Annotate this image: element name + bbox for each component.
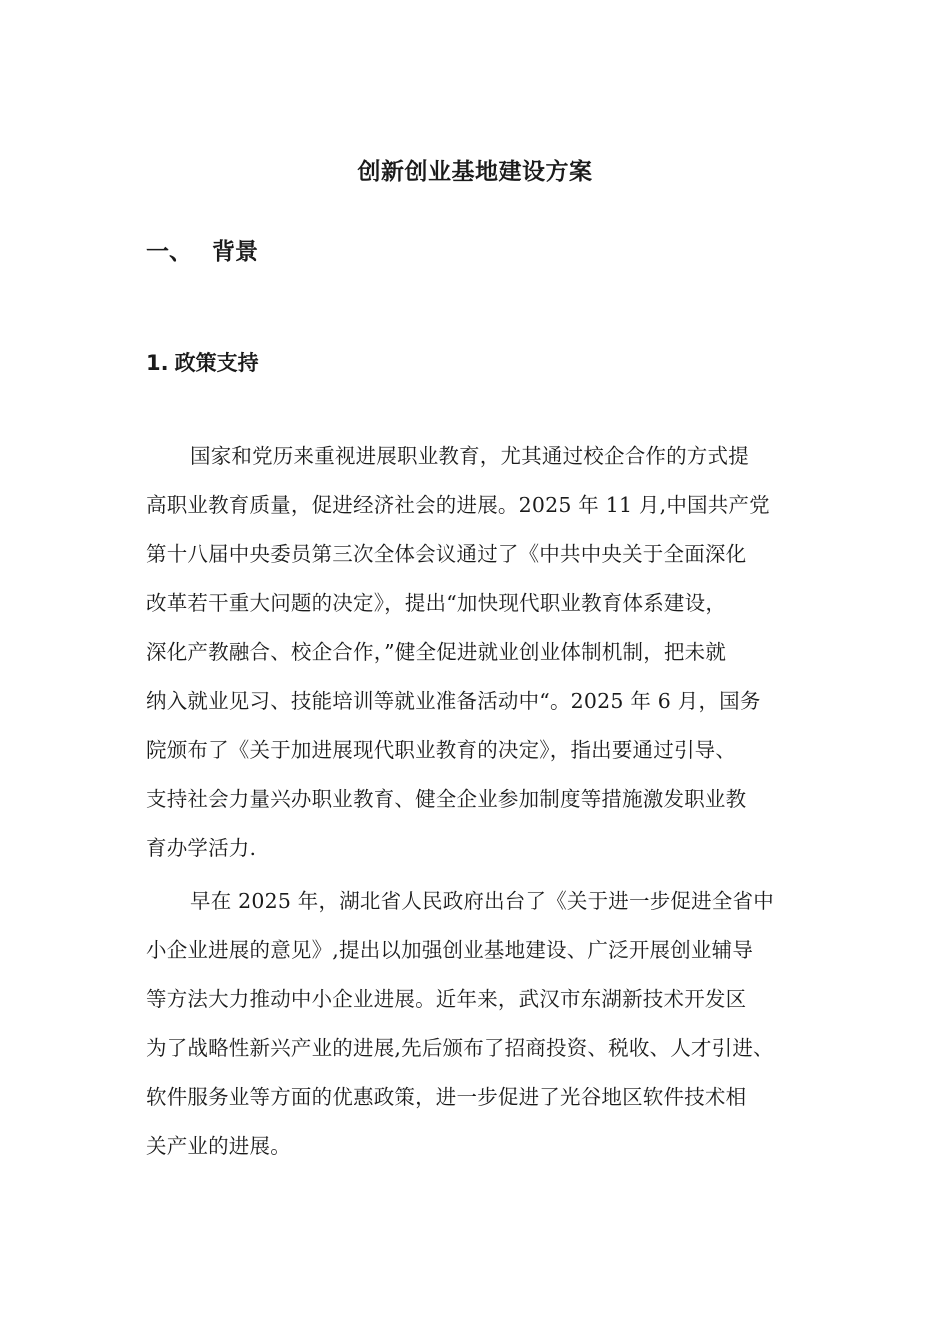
subsection-number: 1. xyxy=(146,351,169,375)
paragraph-line: 支持社会力量兴办职业教育、健全企业参加制度等措施激发职业教 xyxy=(146,787,747,811)
section-heading-background xyxy=(146,233,258,266)
paragraph-line: 早在 2025 年，湖北省人民政府出台了《关于进一步促进全省中 xyxy=(190,889,774,913)
paragraph-national-policy xyxy=(146,432,836,873)
paragraph-line: 高职业教育质量，促进经济社会的进展。2025 年 11 月,中国共产党 xyxy=(146,493,770,517)
paragraph-line: 软件服务业等方面的优惠政策，进一步促进了光谷地区软件技术相 xyxy=(146,1085,747,1109)
paragraph-line: 等方法大力推动中小企业进展。近年来，武汉市东湖新技术开发区 xyxy=(146,987,747,1011)
paragraph-line: 为了战略性新兴产业的进展,先后颁布了招商投资、税收、人才引进、 xyxy=(146,1036,774,1060)
paragraph-line: 小企业进展的意见》,提出以加强创业基地建设、广泛开展创业辅导 xyxy=(146,938,754,962)
paragraph-line: 院颁布了《关于加进展现代职业教育的决定》，指出要通过引导、 xyxy=(146,738,737,762)
paragraph-line: 第十八届中央委员第三次全体会议通过了《中共中央关于全面深化 xyxy=(146,542,747,566)
document-title: 创新创业基地建设方案 xyxy=(357,159,593,185)
section-title: 背景 xyxy=(212,239,258,265)
paragraph-line: 纳入就业见习、技能培训等就业准备活动中“。2025 年 6 月，国务 xyxy=(146,689,761,713)
section-number: 一、 xyxy=(146,239,192,265)
paragraph-line: 深化产教融合、校企合作，”健全促进就业创业体制机制，把未就 xyxy=(146,640,727,664)
subsection-heading-policy-support xyxy=(146,347,259,377)
paragraph-line: 育办学活力. xyxy=(146,836,257,860)
paragraph-provincial-policy xyxy=(146,877,836,1171)
subsection-title: 政策支持 xyxy=(174,351,259,375)
paragraph-line: 国家和党历来重视进展职业教育，尤其通过校企合作的方式提 xyxy=(190,444,749,468)
paragraph-line: 关产业的进展。 xyxy=(146,1134,291,1158)
paragraph-line: 改革若干重大问题的决定》，提出“加快现代职业教育体系建设， xyxy=(146,591,727,615)
